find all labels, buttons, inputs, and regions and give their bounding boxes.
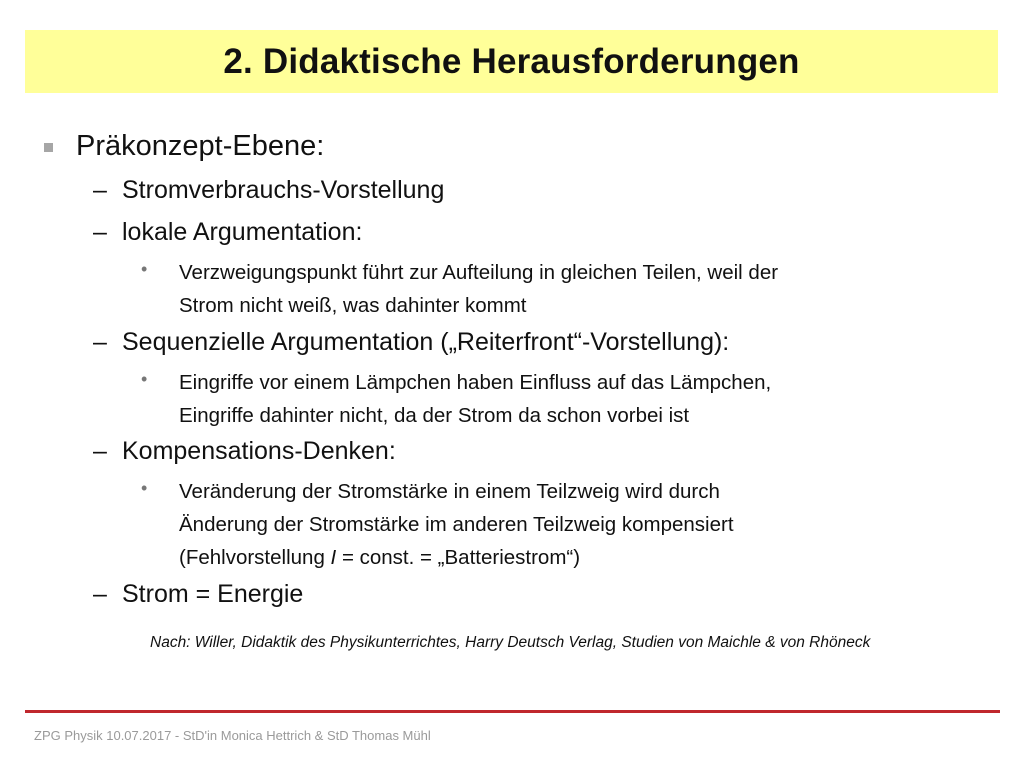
bullet-level1: Sequenzielle Argumentation („Reiterfront“-Vorstellung): (122, 328, 730, 356)
bullet-level1: Strom = Energie (122, 580, 304, 608)
bullet-level2-line: Änderung der Stromstärke im anderen Teilzweig kompensiert (179, 513, 734, 536)
dash-icon: – (93, 437, 107, 465)
square-bullet-icon (44, 143, 53, 152)
bullet-icon: • (141, 259, 148, 279)
bullet-level2-line (179, 541, 979, 574)
title-bar (25, 30, 998, 93)
reference-note: Nach: Willer, Didaktik des Physikunterrichtes, Harry Deutsch Verlag, Studien von Maichle & von Rhöneck (150, 634, 871, 651)
bullet-level2-line: Eingriffe dahinter nicht, da der Strom da schon vorbei ist (179, 404, 690, 427)
bullet-icon: • (141, 369, 148, 389)
bullet-level2 (179, 366, 979, 432)
dash-icon: – (93, 580, 107, 608)
slide-title: 2. Didaktische Herausforderungen (223, 41, 800, 81)
bullet-icon: • (141, 478, 148, 498)
footer-divider (25, 710, 1000, 713)
text-part-italic: I (330, 546, 337, 569)
text-part: (Fehlvorstellung (179, 546, 331, 569)
bullet-level2 (179, 256, 979, 322)
bullet-level1: lokale Argumentation: (122, 218, 363, 246)
bullet-level0: Präkonzept-Ebene: (76, 130, 325, 162)
bullet-level1: Stromverbrauchs-Vorstellung (122, 176, 445, 204)
text-part: = const. = „Batteriestrom“) (336, 546, 581, 569)
dash-icon: – (93, 218, 107, 246)
bullet-level2-line: Verzweigungspunkt führt zur Aufteilung in gleichen Teilen, weil der (179, 261, 779, 284)
bullet-level2 (179, 475, 979, 574)
bullet-level2-line: Veränderung der Stromstärke in einem Teilzweig wird durch (179, 480, 720, 503)
bullet-level2-line: Strom nicht weiß, was dahinter kommt (179, 294, 527, 317)
bullet-level2-line: Eingriffe vor einem Lämpchen haben Einfluss auf das Lämpchen, (179, 371, 772, 394)
dash-icon: – (93, 328, 107, 356)
footer-text: ZPG Physik 10.07.2017 - StD'in Monica Hettrich & StD Thomas Mühl (34, 728, 431, 743)
bullet-level1: Kompensations-Denken: (122, 437, 396, 465)
dash-icon: – (93, 176, 107, 204)
